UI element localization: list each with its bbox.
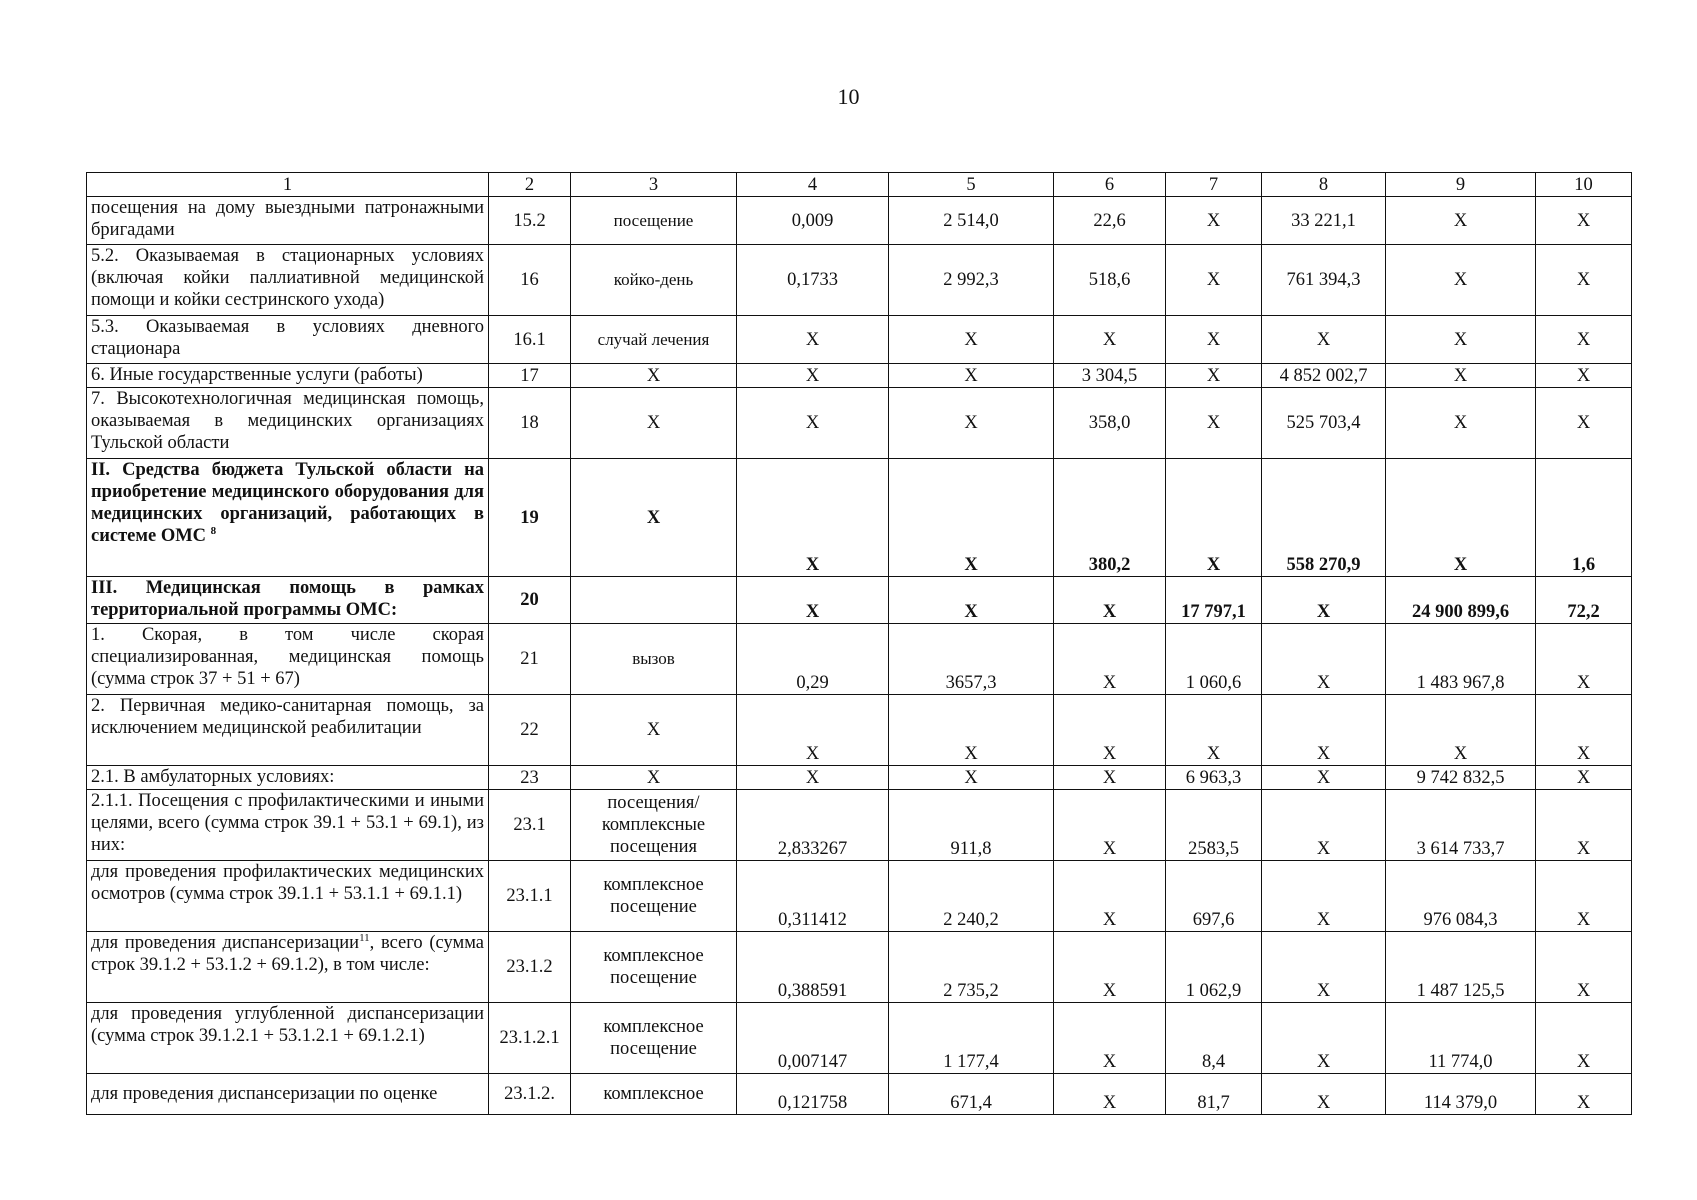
table-cell: 22,6 bbox=[1054, 197, 1166, 245]
row-code: 18 bbox=[489, 388, 571, 459]
table-row bbox=[87, 197, 1632, 245]
table-cell: 3657,3 bbox=[889, 624, 1054, 695]
table-row bbox=[87, 624, 1632, 695]
table-cell: X bbox=[889, 577, 1054, 624]
row-unit: посещения/ комплексные посещения bbox=[571, 790, 737, 861]
table-cell: X bbox=[1386, 695, 1536, 766]
table-row bbox=[87, 790, 1632, 861]
table-cell: 0,121758 bbox=[737, 1074, 889, 1115]
column-header: 1 bbox=[87, 173, 489, 197]
row-name: 1. Скорая, в том числе скорая специализированная, медицинская помощь (сумма строк 37 + 51 + 67) bbox=[87, 624, 489, 695]
column-header: 2 bbox=[489, 173, 571, 197]
row-name: посещения на дому выездными патронажными бригадами bbox=[87, 197, 489, 245]
table-cell: X bbox=[1054, 790, 1166, 861]
table-cell: X bbox=[1166, 388, 1262, 459]
header-row bbox=[87, 173, 1632, 197]
table-cell: X bbox=[1386, 364, 1536, 388]
table-cell: 976 084,3 bbox=[1386, 861, 1536, 932]
table-cell: 11 774,0 bbox=[1386, 1003, 1536, 1074]
row-code: 15.2 bbox=[489, 197, 571, 245]
table-row bbox=[87, 388, 1632, 459]
table-cell: X bbox=[1262, 1003, 1386, 1074]
program-table bbox=[86, 172, 1632, 1115]
table-cell: X bbox=[1536, 388, 1632, 459]
table-cell: X bbox=[1262, 861, 1386, 932]
table-cell: X bbox=[1386, 316, 1536, 364]
row-code: 23.1 bbox=[489, 790, 571, 861]
table-cell: X bbox=[1536, 197, 1632, 245]
row-name-text: , всего (сумма строк 39.1.2 + 53.1.2 + 69.1.2), в том числе: bbox=[91, 933, 484, 975]
row-code: 16 bbox=[489, 245, 571, 316]
table-cell: 558 270,9 bbox=[1262, 459, 1386, 577]
column-header: 6 bbox=[1054, 173, 1166, 197]
row-name: 7. Высокотехнологичная медицинская помощь, оказываемая в медицинских организациях Тульской области bbox=[87, 388, 489, 459]
table-cell: 3 614 733,7 bbox=[1386, 790, 1536, 861]
table-cell: X bbox=[1262, 316, 1386, 364]
table-cell: 1 177,4 bbox=[889, 1003, 1054, 1074]
table-cell: X bbox=[1536, 364, 1632, 388]
table-cell: X bbox=[1054, 316, 1166, 364]
column-header: 9 bbox=[1386, 173, 1536, 197]
row-name bbox=[87, 932, 489, 1003]
row-unit: комплексное bbox=[571, 1074, 737, 1115]
table-cell: 761 394,3 bbox=[1262, 245, 1386, 316]
table-cell: 9 742 832,5 bbox=[1386, 766, 1536, 790]
table-cell: X bbox=[1054, 577, 1166, 624]
table-cell: X bbox=[1262, 1074, 1386, 1115]
table-cell: 1 487 125,5 bbox=[1386, 932, 1536, 1003]
row-unit: посещение bbox=[571, 197, 737, 245]
table-cell: X bbox=[1054, 1003, 1166, 1074]
column-header: 5 bbox=[889, 173, 1054, 197]
row-unit: X bbox=[571, 459, 737, 577]
row-code: 16.1 bbox=[489, 316, 571, 364]
row-name: 2. Первичная медико-санитарная помощь, за исключением медицинской реабилитации bbox=[87, 695, 489, 766]
table-cell: X bbox=[737, 388, 889, 459]
row-code: 19 bbox=[489, 459, 571, 577]
table-cell: X bbox=[1166, 364, 1262, 388]
row-unit bbox=[571, 577, 737, 624]
table-cell: X bbox=[1536, 790, 1632, 861]
row-code: 23 bbox=[489, 766, 571, 790]
table-cell: 1 062,9 bbox=[1166, 932, 1262, 1003]
table-cell: 0,009 bbox=[737, 197, 889, 245]
table-cell: X bbox=[1166, 245, 1262, 316]
table-cell: 2583,5 bbox=[1166, 790, 1262, 861]
row-code: 23.1.2 bbox=[489, 932, 571, 1003]
row-code: 23.1.2. bbox=[489, 1074, 571, 1115]
table-cell: X bbox=[1054, 1074, 1166, 1115]
page-number: 10 bbox=[837, 84, 860, 109]
table-cell: 0,311412 bbox=[737, 861, 889, 932]
row-unit: койко-день bbox=[571, 245, 737, 316]
table-cell: X bbox=[1054, 624, 1166, 695]
table-cell: X bbox=[1262, 624, 1386, 695]
table-cell: 3 304,5 bbox=[1054, 364, 1166, 388]
table-cell: 518,6 bbox=[1054, 245, 1166, 316]
table-cell: 525 703,4 bbox=[1262, 388, 1386, 459]
table-cell: X bbox=[889, 766, 1054, 790]
table-cell: X bbox=[889, 316, 1054, 364]
table-cell: X bbox=[1262, 695, 1386, 766]
row-code: 20 bbox=[489, 577, 571, 624]
table-cell: X bbox=[1536, 766, 1632, 790]
row-name-text: для проведения диспансеризации bbox=[91, 933, 360, 953]
table-cell: 72,2 bbox=[1536, 577, 1632, 624]
row-name: для проведения углубленной диспансеризации (сумма строк 39.1.2.1 + 53.1.2.1 + 69.1.2.1) bbox=[87, 1003, 489, 1074]
table-cell: 2 240,2 bbox=[889, 861, 1054, 932]
column-header: 7 bbox=[1166, 173, 1262, 197]
table-cell: X bbox=[1054, 932, 1166, 1003]
table-cell: 4 852 002,7 bbox=[1262, 364, 1386, 388]
table-cell: 2 992,3 bbox=[889, 245, 1054, 316]
table-cell: X bbox=[1386, 245, 1536, 316]
table-cell: X bbox=[1536, 316, 1632, 364]
table-cell: 0,29 bbox=[737, 624, 889, 695]
row-name: III. Медицинская помощь в рамках территориальной программы ОМС: bbox=[87, 577, 489, 624]
row-name: 5.2. Оказываемая в стационарных условиях (включая койки паллиативной медицинской помощи и койки сестринского ухода) bbox=[87, 245, 489, 316]
table-cell: 1 483 967,8 bbox=[1386, 624, 1536, 695]
row-code: 23.1.1 bbox=[489, 861, 571, 932]
table-cell: 81,7 bbox=[1166, 1074, 1262, 1115]
row-code: 21 bbox=[489, 624, 571, 695]
footnote-mark: 11 bbox=[359, 931, 370, 944]
table-cell: X bbox=[1054, 766, 1166, 790]
row-code: 23.1.2.1 bbox=[489, 1003, 571, 1074]
table-cell: X bbox=[1054, 861, 1166, 932]
row-unit: комплексное посещение bbox=[571, 861, 737, 932]
row-name: 2.1.1. Посещения с профилактическими и иными целями, всего (сумма строк 39.1 + 53.1 + 69.1), из них: bbox=[87, 790, 489, 861]
table-cell: X bbox=[1166, 695, 1262, 766]
table-cell: X bbox=[1166, 197, 1262, 245]
table-cell: 0,388591 bbox=[737, 932, 889, 1003]
table-cell: X bbox=[1262, 766, 1386, 790]
table-cell: 0,007147 bbox=[737, 1003, 889, 1074]
table-cell: 6 963,3 bbox=[1166, 766, 1262, 790]
table-cell: X bbox=[737, 459, 889, 577]
table-cell: X bbox=[1536, 695, 1632, 766]
table-row bbox=[87, 316, 1632, 364]
table-row bbox=[87, 1074, 1632, 1115]
table-cell: 8,4 bbox=[1166, 1003, 1262, 1074]
row-unit: комплексное посещение bbox=[571, 932, 737, 1003]
row-name-text: II. Средства бюджета Тульской области на приобретение медицинского оборудования для медицинских организаций, работающих в системе ОМС bbox=[91, 460, 484, 546]
table-cell: X bbox=[1536, 932, 1632, 1003]
column-header: 10 bbox=[1536, 173, 1632, 197]
table-cell: 114 379,0 bbox=[1386, 1074, 1536, 1115]
column-header: 4 bbox=[737, 173, 889, 197]
table-cell: 358,0 bbox=[1054, 388, 1166, 459]
row-unit: X bbox=[571, 364, 737, 388]
table-cell: 2 514,0 bbox=[889, 197, 1054, 245]
row-name: 5.3. Оказываемая в условиях дневного стационара bbox=[87, 316, 489, 364]
table-cell: 17 797,1 bbox=[1166, 577, 1262, 624]
row-unit: случай лечения bbox=[571, 316, 737, 364]
table-cell: X bbox=[1262, 932, 1386, 1003]
table-row bbox=[87, 459, 1632, 577]
table-cell: X bbox=[1166, 316, 1262, 364]
table-row bbox=[87, 932, 1632, 1003]
row-unit: X bbox=[571, 695, 737, 766]
row-name bbox=[87, 459, 489, 577]
table-cell: X bbox=[1536, 1074, 1632, 1115]
table-cell: X bbox=[889, 388, 1054, 459]
table-cell: X bbox=[889, 459, 1054, 577]
table-row bbox=[87, 364, 1632, 388]
table-cell: X bbox=[737, 316, 889, 364]
footnote-mark: 8 bbox=[210, 524, 217, 537]
row-unit: комплексное посещение bbox=[571, 1003, 737, 1074]
row-code: 22 bbox=[489, 695, 571, 766]
table-row bbox=[87, 766, 1632, 790]
table-cell: 2,833267 bbox=[737, 790, 889, 861]
table-cell: X bbox=[737, 364, 889, 388]
column-header: 8 bbox=[1262, 173, 1386, 197]
table-row bbox=[87, 245, 1632, 316]
table-cell: 2 735,2 bbox=[889, 932, 1054, 1003]
row-unit: X bbox=[571, 766, 737, 790]
table-row bbox=[87, 695, 1632, 766]
table-row bbox=[87, 1003, 1632, 1074]
row-name: 6. Иные государственные услуги (работы) bbox=[87, 364, 489, 388]
table-row bbox=[87, 861, 1632, 932]
row-name: для проведения профилактических медицинских осмотров (сумма строк 39.1.1 + 53.1.1 + 69.1.1) bbox=[87, 861, 489, 932]
table-cell: X bbox=[737, 695, 889, 766]
row-name: для проведения диспансеризации по оценке bbox=[87, 1074, 489, 1115]
table-cell: X bbox=[737, 766, 889, 790]
row-unit: X bbox=[571, 388, 737, 459]
table-cell: 33 221,1 bbox=[1262, 197, 1386, 245]
table-cell: 1,6 bbox=[1536, 459, 1632, 577]
table-row bbox=[87, 577, 1632, 624]
table-cell: X bbox=[1386, 388, 1536, 459]
table-cell: X bbox=[1536, 861, 1632, 932]
table-cell: 697,6 bbox=[1166, 861, 1262, 932]
row-unit: вызов bbox=[571, 624, 737, 695]
table-cell: 671,4 bbox=[889, 1074, 1054, 1115]
table-cell: X bbox=[889, 695, 1054, 766]
table-cell: 0,1733 bbox=[737, 245, 889, 316]
table-cell: X bbox=[1536, 245, 1632, 316]
table-cell: X bbox=[737, 577, 889, 624]
table-cell: X bbox=[1262, 790, 1386, 861]
table-cell: X bbox=[889, 364, 1054, 388]
row-code: 17 bbox=[489, 364, 571, 388]
table-cell: X bbox=[1386, 459, 1536, 577]
table-cell: X bbox=[1054, 695, 1166, 766]
table-cell: X bbox=[1536, 1003, 1632, 1074]
row-name: 2.1. В амбулаторных условиях: bbox=[87, 766, 489, 790]
table-cell: 1 060,6 bbox=[1166, 624, 1262, 695]
table-cell: 911,8 bbox=[889, 790, 1054, 861]
table-cell: 380,2 bbox=[1054, 459, 1166, 577]
table-cell: X bbox=[1166, 459, 1262, 577]
table-cell: X bbox=[1386, 197, 1536, 245]
table-cell: X bbox=[1536, 624, 1632, 695]
column-header: 3 bbox=[571, 173, 737, 197]
table-cell: X bbox=[1262, 577, 1386, 624]
table-cell: 24 900 899,6 bbox=[1386, 577, 1536, 624]
